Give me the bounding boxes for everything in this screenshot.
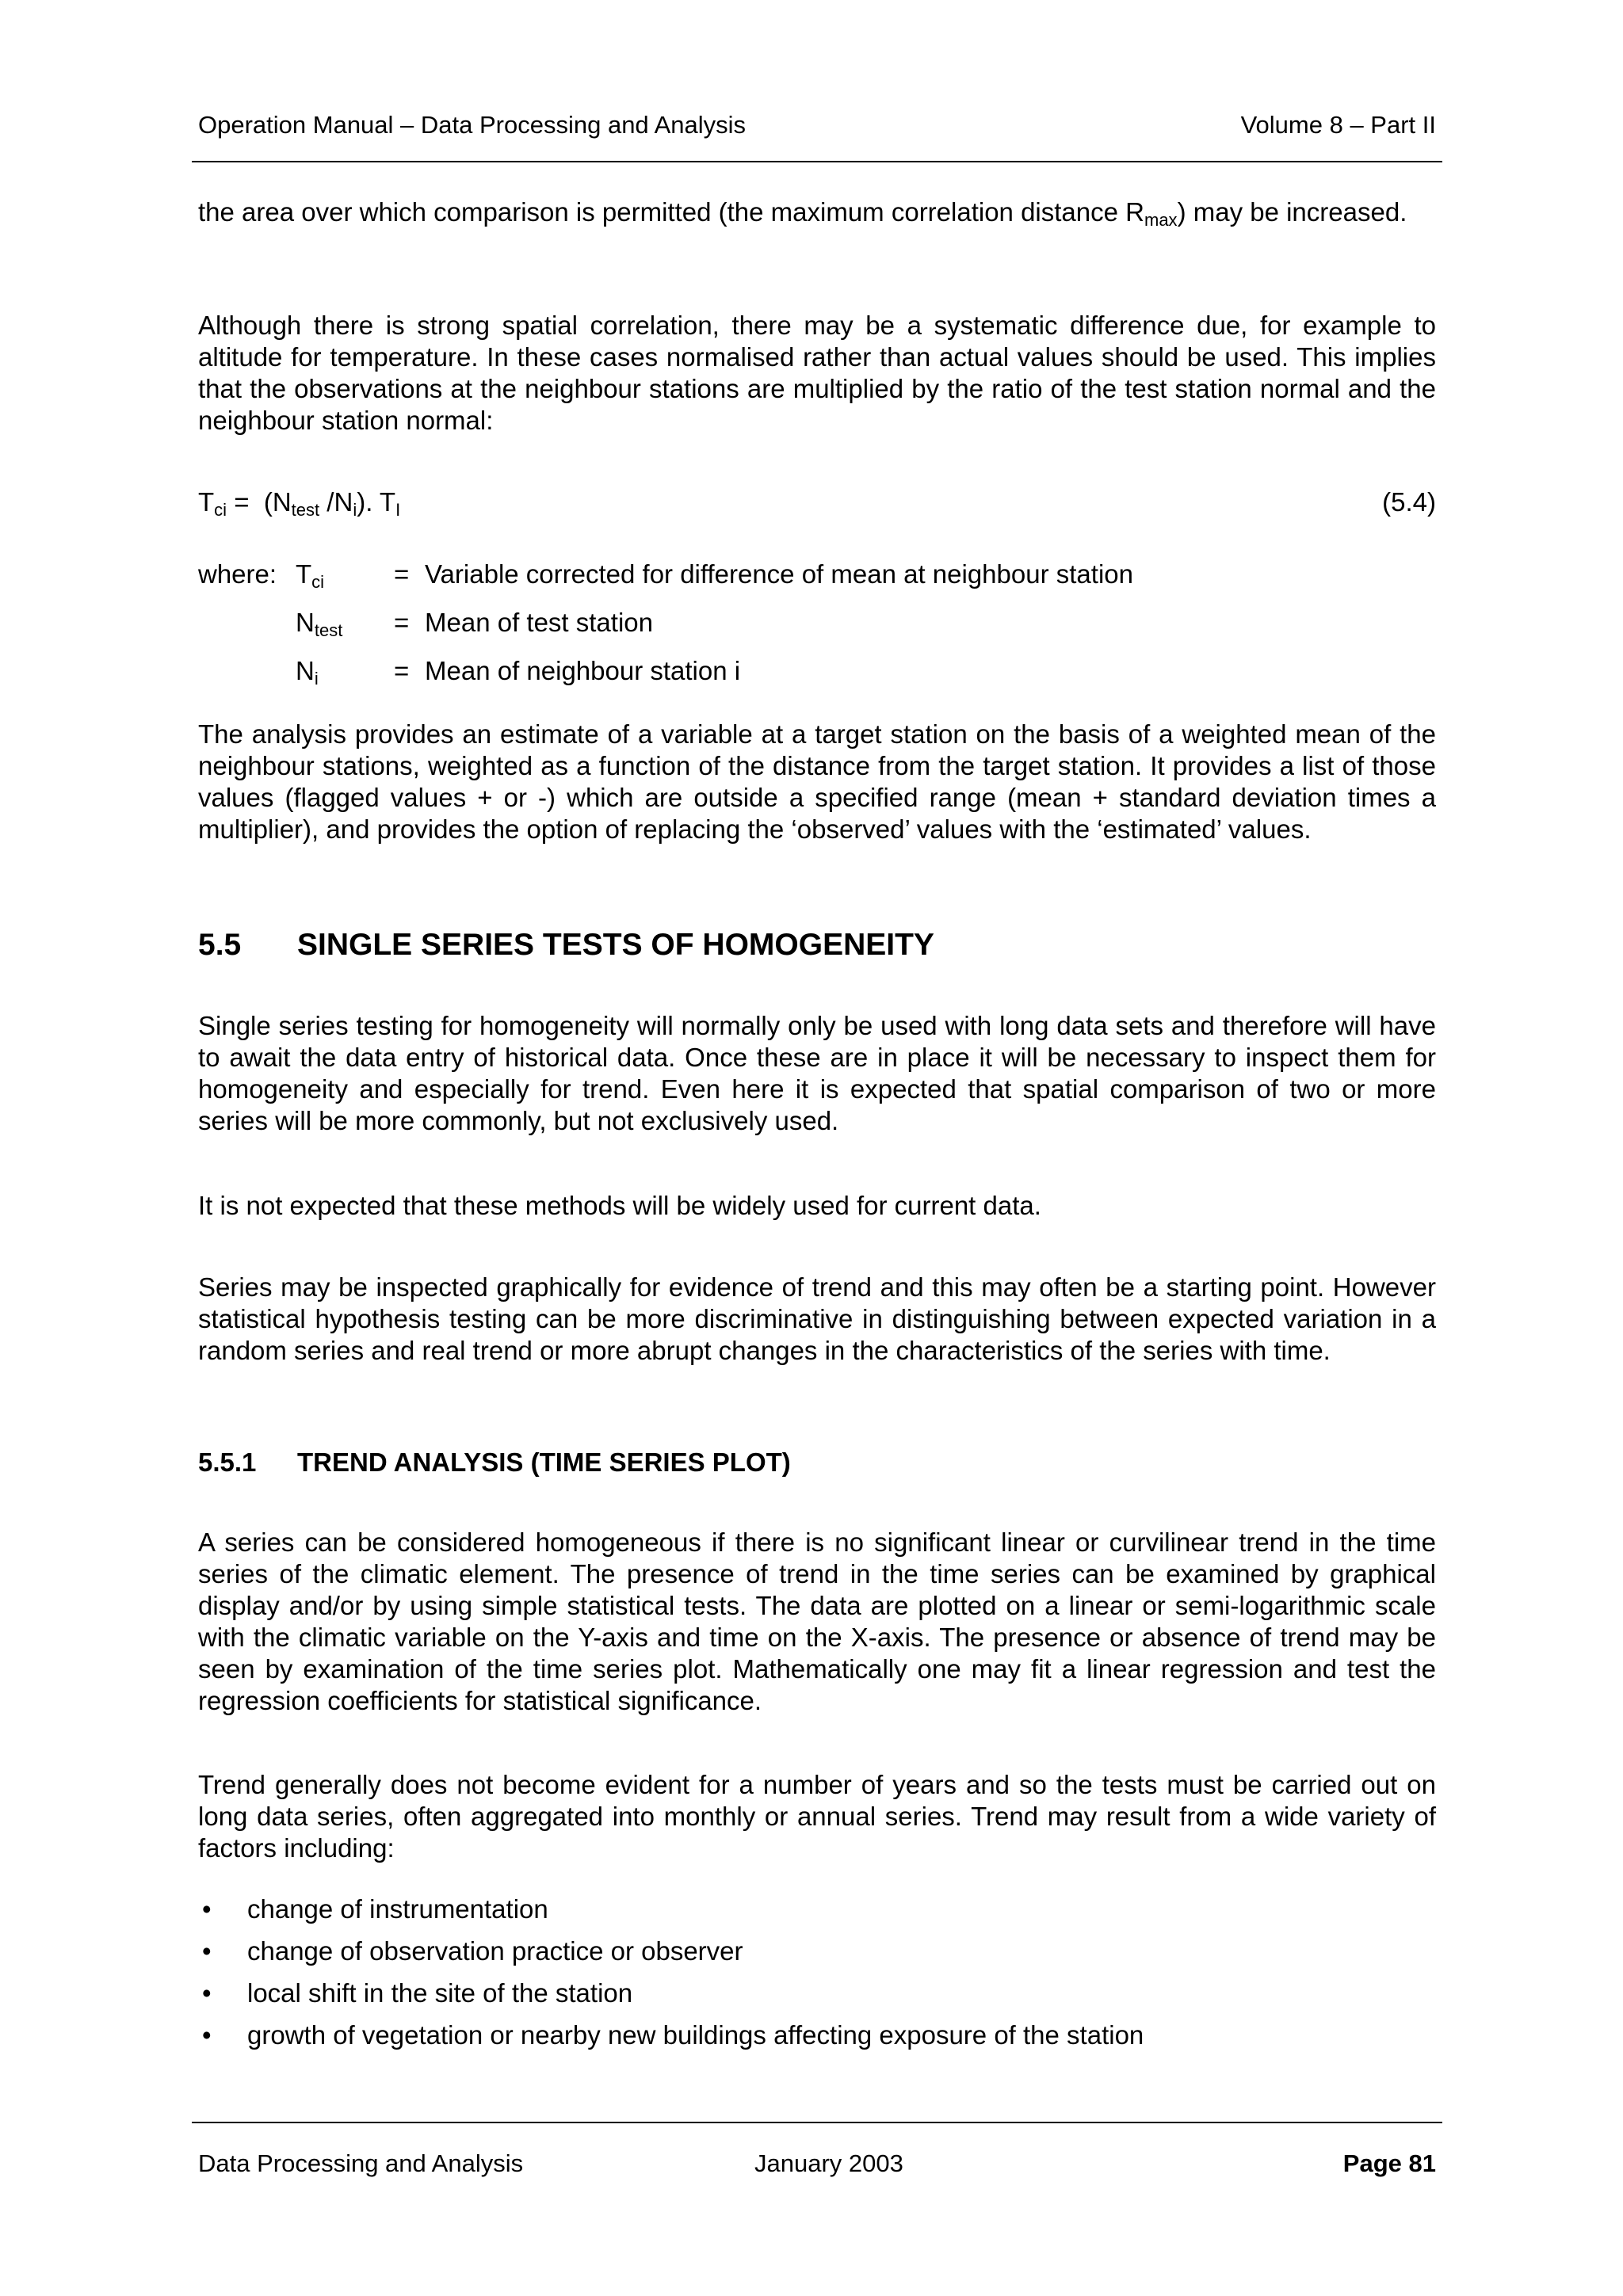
list-item-text: local shift in the site of the station: [247, 1978, 633, 2008]
footer-divider: [192, 2122, 1442, 2123]
paragraph-rmax-text-a: the area over which comparison is permitted (the maximum correlation distance R: [198, 197, 1144, 227]
bullet-icon: •: [202, 1936, 212, 1966]
paragraph-rmax: [198, 196, 1436, 228]
where-label: where:: [198, 559, 277, 589]
list-item: [198, 2019, 1436, 2061]
where-symbol: [296, 655, 319, 687]
factor-list: [198, 1894, 1436, 2061]
running-header: [198, 111, 1436, 139]
symbol-letter: N: [296, 608, 315, 637]
eq-i-sub: i: [353, 500, 357, 520]
equation-body: [198, 486, 400, 518]
paragraph-single-series: Single series testing for homogeneity will normally only be used with long data sets and therefore will have to await the data entry of historical data. Once these are in place it will be necessary to inspect them for homogeneity and especially for trend. Even here it is expected that spatial comparison of two or more series will be more commonly, but not exclusively used.: [198, 1011, 1436, 1135]
section-number: 5.5: [198, 928, 242, 962]
eq-t-sub: I: [395, 500, 401, 520]
where-symbol: [296, 559, 324, 590]
where-equals: =: [394, 656, 410, 685]
symbol-subscript: ci: [311, 572, 325, 592]
paragraph-trend-analysis: A series can be considered homogeneous if there is no significant linear or curvilinear trend in the time series of the climatic element. The presence of trend in the time series can be examined by graphical display and/or by using simple statistical tests. The data are plotted on a linear or semi-logarithmic scale with the climatic variable on the Y-axis and time on the X-axis. The presence or absence of trend may be seen by examination of the time series plot. Mathematically one may fit a linear regression and test the regression coefficients for statistical significance.: [198, 1527, 1436, 1715]
list-item-text: growth of vegetation or nearby new buildings affecting exposure of the station: [247, 2020, 1144, 2050]
bullet-icon: •: [202, 1894, 212, 1924]
eq-close: ). T: [357, 487, 396, 517]
eq-mid: /N: [319, 487, 353, 517]
symbol-letter: N: [296, 656, 315, 685]
eq-open: = (N: [227, 487, 292, 517]
list-item-text: change of observation practice or observer: [247, 1936, 743, 1966]
bullet-icon: •: [202, 1978, 212, 2008]
where-equals: =: [394, 559, 410, 589]
subsection-title: TREND ANALYSIS (TIME SERIES PLOT): [297, 1447, 791, 1477]
footer-title: Data Processing and Analysis: [198, 2149, 524, 2177]
equation-number: (5.4): [1382, 487, 1436, 517]
list-item: [198, 1978, 1436, 2019]
rmax-subscript: max: [1144, 210, 1178, 230]
section-title: SINGLE SERIES TESTS OF HOMOGENEITY: [297, 928, 934, 962]
paragraph-graphical: Series may be inspected graphically for evidence of trend and this may often be a starting point. However statistical hypothesis testing can be more discriminative in distinguishing between expected variation in a random series and real trend or more abrupt changes in the characteristics of the series with time.: [198, 1272, 1436, 1365]
paragraph-analysis: The analysis provides an estimate of a variable at a target station on the basis of a weighted mean of the neighbour stations, weighted as a function of the distance from the target station. It provides a list of those values (flagged values + or -) which are outside a specified range (mean + standard deviation times a multiplier), and provides the option of replacing the ‘observed’ values with the ‘estimated’ values.: [198, 719, 1436, 844]
list-item: [198, 1936, 1436, 1978]
list-item-text: change of instrumentation: [247, 1894, 548, 1924]
where-definition: Variable corrected for difference of mean at neighbour station: [425, 559, 1133, 589]
paragraph-trend-factors: Trend generally does not become evident for a number of years and so the tests must be carried out on long data series, often aggregated into monthly or annual series. Trend may result from a wide variety of factors including:: [198, 1770, 1436, 1863]
where-definition: Mean of test station: [425, 608, 653, 637]
where-symbol: [296, 607, 342, 639]
where-definition: Mean of neighbour station i: [425, 656, 741, 685]
footer-page-number: Page 81: [1342, 2149, 1436, 2177]
paragraph-normalisation: Although there is strong spatial correlation, there may be a systematic difference due, for example to altitude for temperature. In these cases normalised rather than actual values should be used. This implies that the observations at the neighbour stations are multiplied by the ratio of the test station normal and the neighbour station normal:: [198, 311, 1436, 435]
subsection-number: 5.5.1: [198, 1447, 257, 1477]
header-divider: [192, 161, 1442, 162]
list-item: [198, 1894, 1436, 1936]
symbol-subscript: test: [314, 620, 343, 640]
header-title: Operation Manual – Data Processing and Analysis: [198, 111, 747, 139]
eq-lhs-sub: ci: [214, 500, 227, 520]
paragraph-current-data: It is not expected that these methods will be widely used for current data.: [198, 1191, 1041, 1220]
equation-5-4: [198, 486, 1436, 518]
paragraph-rmax-text-b: ) may be increased.: [1177, 197, 1407, 227]
footer-date: January 2003: [754, 2149, 903, 2177]
bullet-icon: •: [202, 2020, 212, 2050]
eq-n-sub: test: [291, 500, 320, 520]
symbol-subscript: i: [314, 669, 319, 688]
header-volume: Volume 8 – Part II: [1240, 111, 1436, 139]
symbol-letter: T: [296, 559, 312, 589]
where-equals: =: [394, 608, 410, 637]
eq-lhs: T: [198, 487, 215, 517]
